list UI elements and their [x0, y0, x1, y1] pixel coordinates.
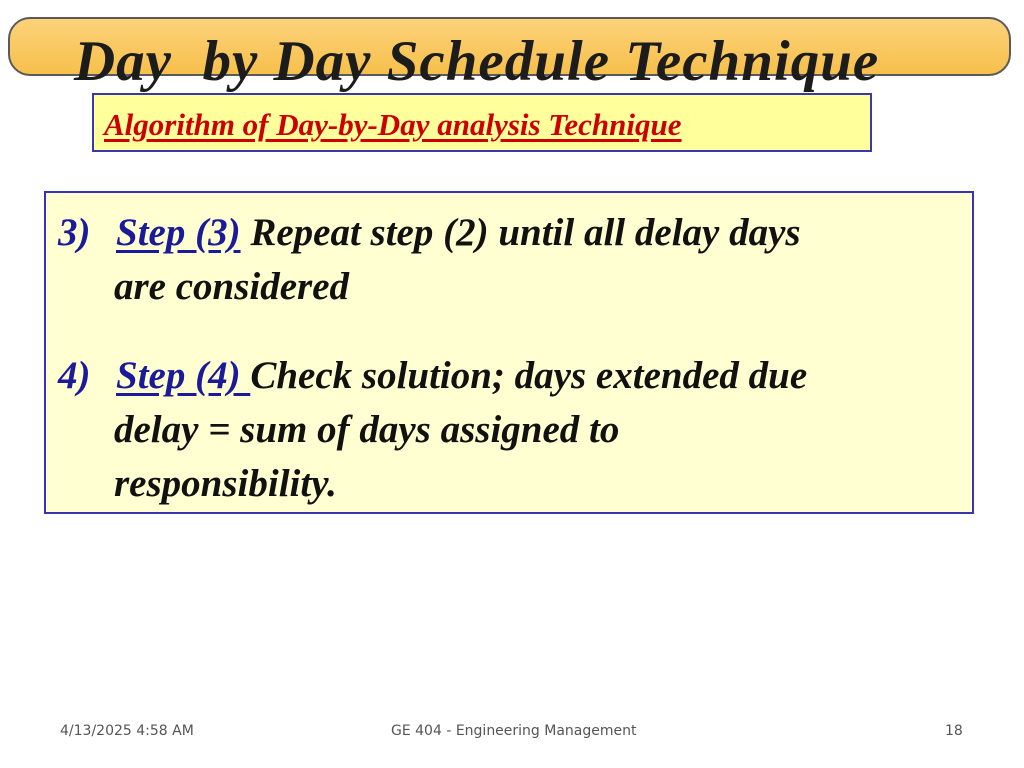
step-3-number: 3) [58, 211, 91, 254]
footer-course: GE 404 - Engineering Management [391, 723, 637, 739]
step-3-line-1 [116, 213, 801, 252]
step-4-line-2: delay = sum of days assigned to [114, 408, 620, 451]
footer-page-number: 18 [945, 723, 963, 739]
step-3-line-2: are considered [114, 265, 350, 308]
subtitle-box [92, 93, 872, 152]
step-4-label: Step (4) [116, 354, 251, 397]
title-banner [8, 17, 1011, 93]
step-4-number: 4) [58, 354, 91, 397]
step-4-text: Check solution; days extended due [250, 354, 808, 397]
steps-box [44, 191, 974, 514]
slide-subtitle: Algorithm of Day-by-Day analysis Technique [104, 107, 682, 142]
step-4-line-1 [116, 356, 807, 395]
step-3-text: Repeat step (2) until all delay days [240, 211, 801, 254]
step-3-label: Step (3) [116, 211, 241, 254]
slide-title: Day by Day Schedule Technique [74, 30, 880, 93]
step-4-line-3: responsibility. [114, 462, 337, 505]
footer-date: 4/13/2025 4:58 AM [60, 723, 194, 739]
